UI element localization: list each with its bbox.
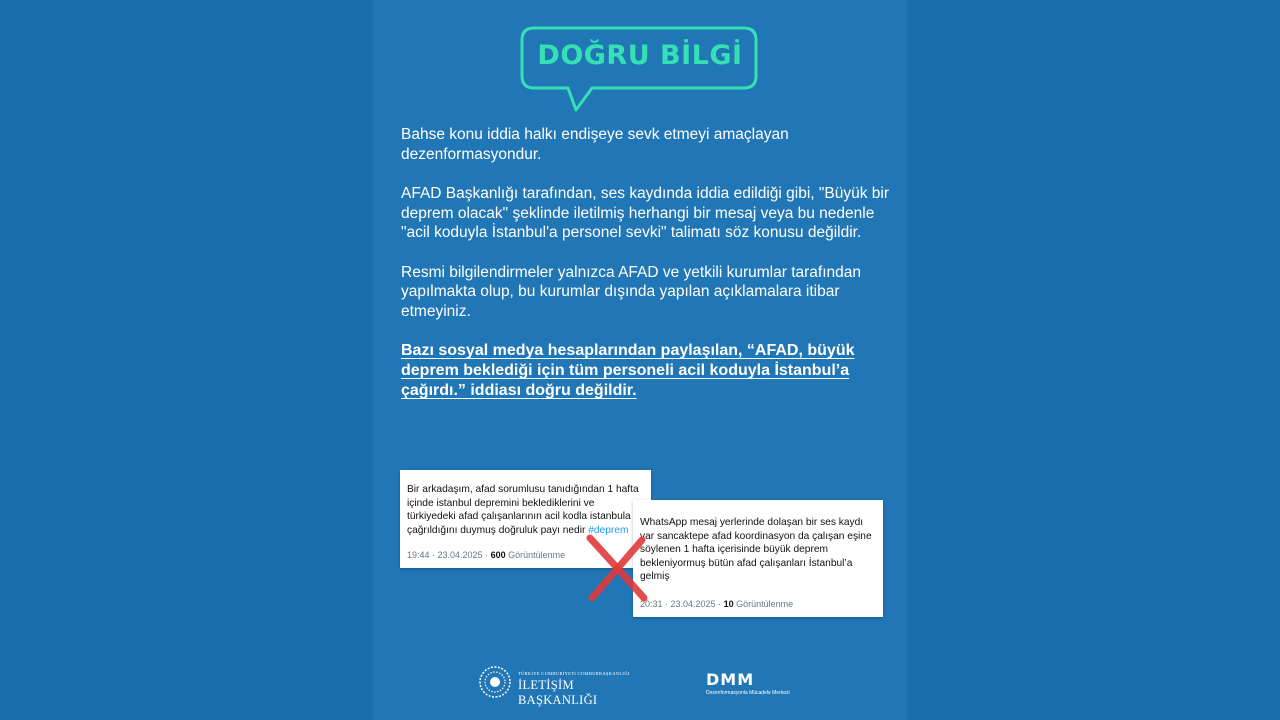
- tweet-body: WhatsApp mesaj yerlerinde dolaşan bir ses kaydı var sancaktepe afad koordinasyon da çalışan eşine söylenen 1 hafta içerisinde büyük deprem bekleniyormuş bütün afad çalışanları İstanbul’a gelmiş: [640, 517, 872, 582]
- tweet-views-label: Görüntülenme: [733, 598, 794, 609]
- tweet-views: 10: [723, 598, 734, 609]
- emblem-icon: [478, 665, 512, 699]
- paragraph-1: Bahse konu iddia halkı endişeye sevk etmeyi amaçlayan dezenformasyondur.: [401, 126, 789, 163]
- badge-title: DOĞRU BİLGİ: [537, 40, 743, 71]
- tweet-text: [633, 500, 883, 584]
- article-body: [401, 125, 891, 421]
- paragraph-2: AFAD Başkanlığı tarafından, ses kaydında iddia edildiği gibi, "Büyük bir deprem olacak" şeklinde iletilmiş herhangi bir mesaj veya bu nedenle "acil koduyla İstanbul'a personel sevki" talimatı söz konusu değildir.: [401, 185, 890, 241]
- tweet-views: 600: [490, 549, 506, 560]
- tweet-text: [400, 470, 651, 537]
- iletisim-baskanligi-logo: [478, 664, 648, 707]
- paragraph-3: Resmi bilgilendirmeler yalnızca AFAD ve yetkili kurumlar tarafından yapılmakta olup, bu kurumlar dışında yapılan açıklamalara itibar etmeyiniz.: [401, 263, 862, 320]
- tweet-meta: [407, 549, 565, 563]
- emphasis-statement: Bazı sosyal medya hesaplarından paylaşılan, “AFAD, büyük deprem beklediği için tüm personeli acil koduyla İstanbul’a çağırdı.” iddiası doğru değildir.: [401, 342, 855, 399]
- hashtag-link[interactable]: #deprem: [588, 524, 629, 536]
- tweet-meta: [640, 598, 793, 612]
- tweet-body: Bir arkadaşım, afad sorumlusu tanıdığından 1 hafta içinde istanbul depremini beklediklerini ve türkiyedeki afad çalışanlarının acil kodla istanbula çağrıldığını duymuş doğruluk payı nedir: [407, 484, 639, 536]
- speech-bubble-badge: [520, 24, 760, 114]
- dmm-subtitle: Dezenformasyonla Mücadele Merkezi: [706, 690, 790, 696]
- tweet-views-label: Görüntülenme: [505, 549, 566, 560]
- logo1-title: İLETİŞİM BAŞKANLIĞI: [518, 678, 598, 707]
- dmm-logo: [706, 670, 816, 700]
- tweet-time: 20:31 · 23.04.2025 ·: [640, 598, 724, 609]
- tweet-card-2: [633, 500, 883, 617]
- dmm-wordmark: DMM: [706, 670, 755, 689]
- red-cross-icon: [582, 532, 652, 604]
- tweet-time: 19:44 · 23.04.2025 ·: [407, 549, 491, 560]
- logo1-subtitle: TÜRKİYE CUMHURİYETİ CUMHURBAŞKANLIĞI: [518, 671, 630, 676]
